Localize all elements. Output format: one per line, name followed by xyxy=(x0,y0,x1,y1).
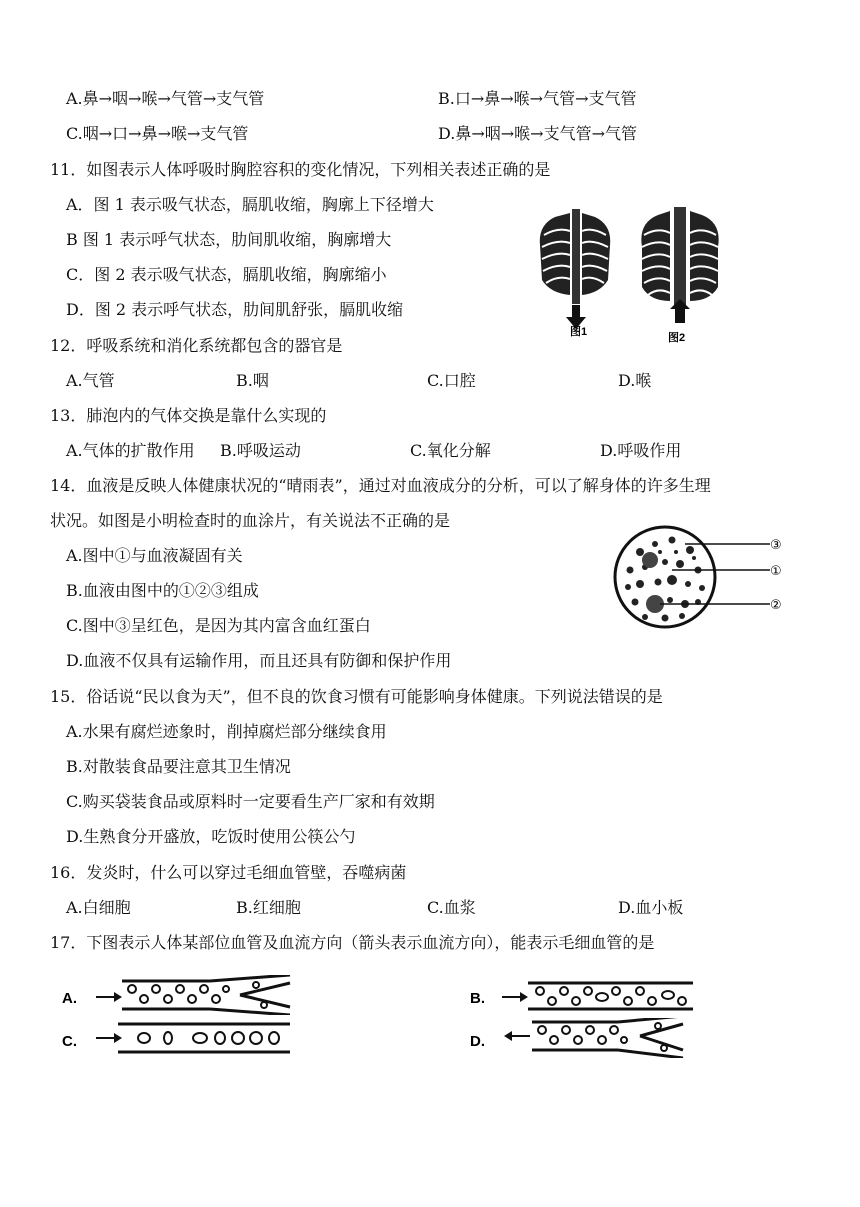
smear-label-3: ③ xyxy=(770,538,782,553)
q10-option-a: A.鼻→咽→喉→气管→支气管 xyxy=(66,89,265,108)
ribcage-figure xyxy=(530,205,730,345)
q15-option-d: D.生熟食分开盛放，吃饭时使用公筷公勺 xyxy=(66,827,356,846)
q12-option-d: D.喉 xyxy=(618,371,652,390)
q10-option-b: B.口→鼻→喉→气管→支气管 xyxy=(438,89,637,108)
q14-option-a: A.图中①与血液凝固有关 xyxy=(66,546,243,565)
vessel-label-d: D. xyxy=(470,1033,485,1050)
smear-label-2: ② xyxy=(770,598,782,613)
ribcage-2-drawing xyxy=(641,207,718,323)
ribcage-1-drawing xyxy=(540,209,610,329)
q12-option-a: A.气管 xyxy=(66,371,115,390)
q12-option-c: C.口腔 xyxy=(427,371,476,390)
vessel-label-b: B. xyxy=(470,990,485,1007)
q14-option-c: C.图中③呈红色，是因为其内富含血红蛋白 xyxy=(66,616,371,635)
blood-smear-figure xyxy=(610,522,810,632)
q10-option-d: D.鼻→咽→喉→支气管→气管 xyxy=(438,124,637,143)
figure-label-2: 图2 xyxy=(668,332,686,344)
q10-option-c: C.咽→口→鼻→喉→支气管 xyxy=(66,124,249,143)
vessel-figure-c xyxy=(60,1018,300,1058)
figure-label-1: 图1 xyxy=(570,326,588,338)
q13-option-a: A.气体的扩散作用 xyxy=(66,441,195,460)
vessel-label-c: C. xyxy=(62,1033,77,1050)
q13-option-d: D.呼吸作用 xyxy=(600,441,682,460)
q12-stem: 12．呼吸系统和消化系统都包含的器官是 xyxy=(50,336,343,355)
q17-stem: 17．下图表示人体某部位血管及血流方向（箭头表示血流方向），能表示毛细血管的是 xyxy=(50,933,655,952)
vessel-figure-b xyxy=(468,975,708,1015)
q12-option-b: B.咽 xyxy=(236,371,269,390)
vessel-label-a: A. xyxy=(62,990,77,1007)
q16-option-b: B.红细胞 xyxy=(236,898,301,917)
q13-option-b: B.呼吸运动 xyxy=(220,441,301,460)
q11-option-d: D．图 2 表示呼气状态，肋间肌舒张，膈肌收缩 xyxy=(66,300,404,319)
q15-option-b: B.对散装食品要注意其卫生情况 xyxy=(66,757,291,776)
q11-stem: 11．如图表示人体呼吸时胸腔容积的变化情况，下列相关表述正确的是 xyxy=(50,160,551,179)
q15-option-c: C.购买袋装食品或原料时一定要看生产厂家和有效期 xyxy=(66,792,435,811)
q15-stem: 15．俗话说“民以食为天”，但不良的饮食习惯有可能影响身体健康。下列说法错误的是 xyxy=(50,687,663,706)
q11-option-c: C．图 2 表示吸气状态，膈肌收缩，胸廓缩小 xyxy=(66,265,387,284)
q16-option-a: A.白细胞 xyxy=(66,898,131,917)
q13-option-c: C.氧化分解 xyxy=(410,441,491,460)
vessel-figure-a xyxy=(60,975,300,1015)
q11-option-a: A．图 1 表示吸气状态，膈肌收缩，胸廓上下径增大 xyxy=(66,195,434,214)
q16-stem: 16．发炎时，什么可以穿过毛细血管壁，吞噬病菌 xyxy=(50,863,407,882)
q16-option-c: C.血浆 xyxy=(427,898,476,917)
smear-label-1: ① xyxy=(770,564,782,579)
q13-stem: 13．肺泡内的气体交换是靠什么实现的 xyxy=(50,406,327,425)
q14-option-d: D.血液不仅具有运输作用，而且还具有防御和保护作用 xyxy=(66,651,452,670)
q14-stem-line1: 14．血液是反映人体健康状况的“晴雨表”，通过对血液成分的分析，可以了解身体的许多生理 xyxy=(50,476,711,495)
q16-option-d: D.血小板 xyxy=(618,898,684,917)
q14-stem-line2: 状况。如图是小明检查时的血涂片，有关说法不正确的是 xyxy=(50,511,451,530)
q15-option-a: A.水果有腐烂迹象时，削掉腐烂部分继续食用 xyxy=(66,722,387,741)
vessel-figure-d xyxy=(468,1018,708,1058)
q14-option-b: B.血液由图中的①②③组成 xyxy=(66,581,259,600)
q11-option-b: B 图 1 表示呼气状态，肋间肌收缩，胸廓增大 xyxy=(66,230,392,249)
